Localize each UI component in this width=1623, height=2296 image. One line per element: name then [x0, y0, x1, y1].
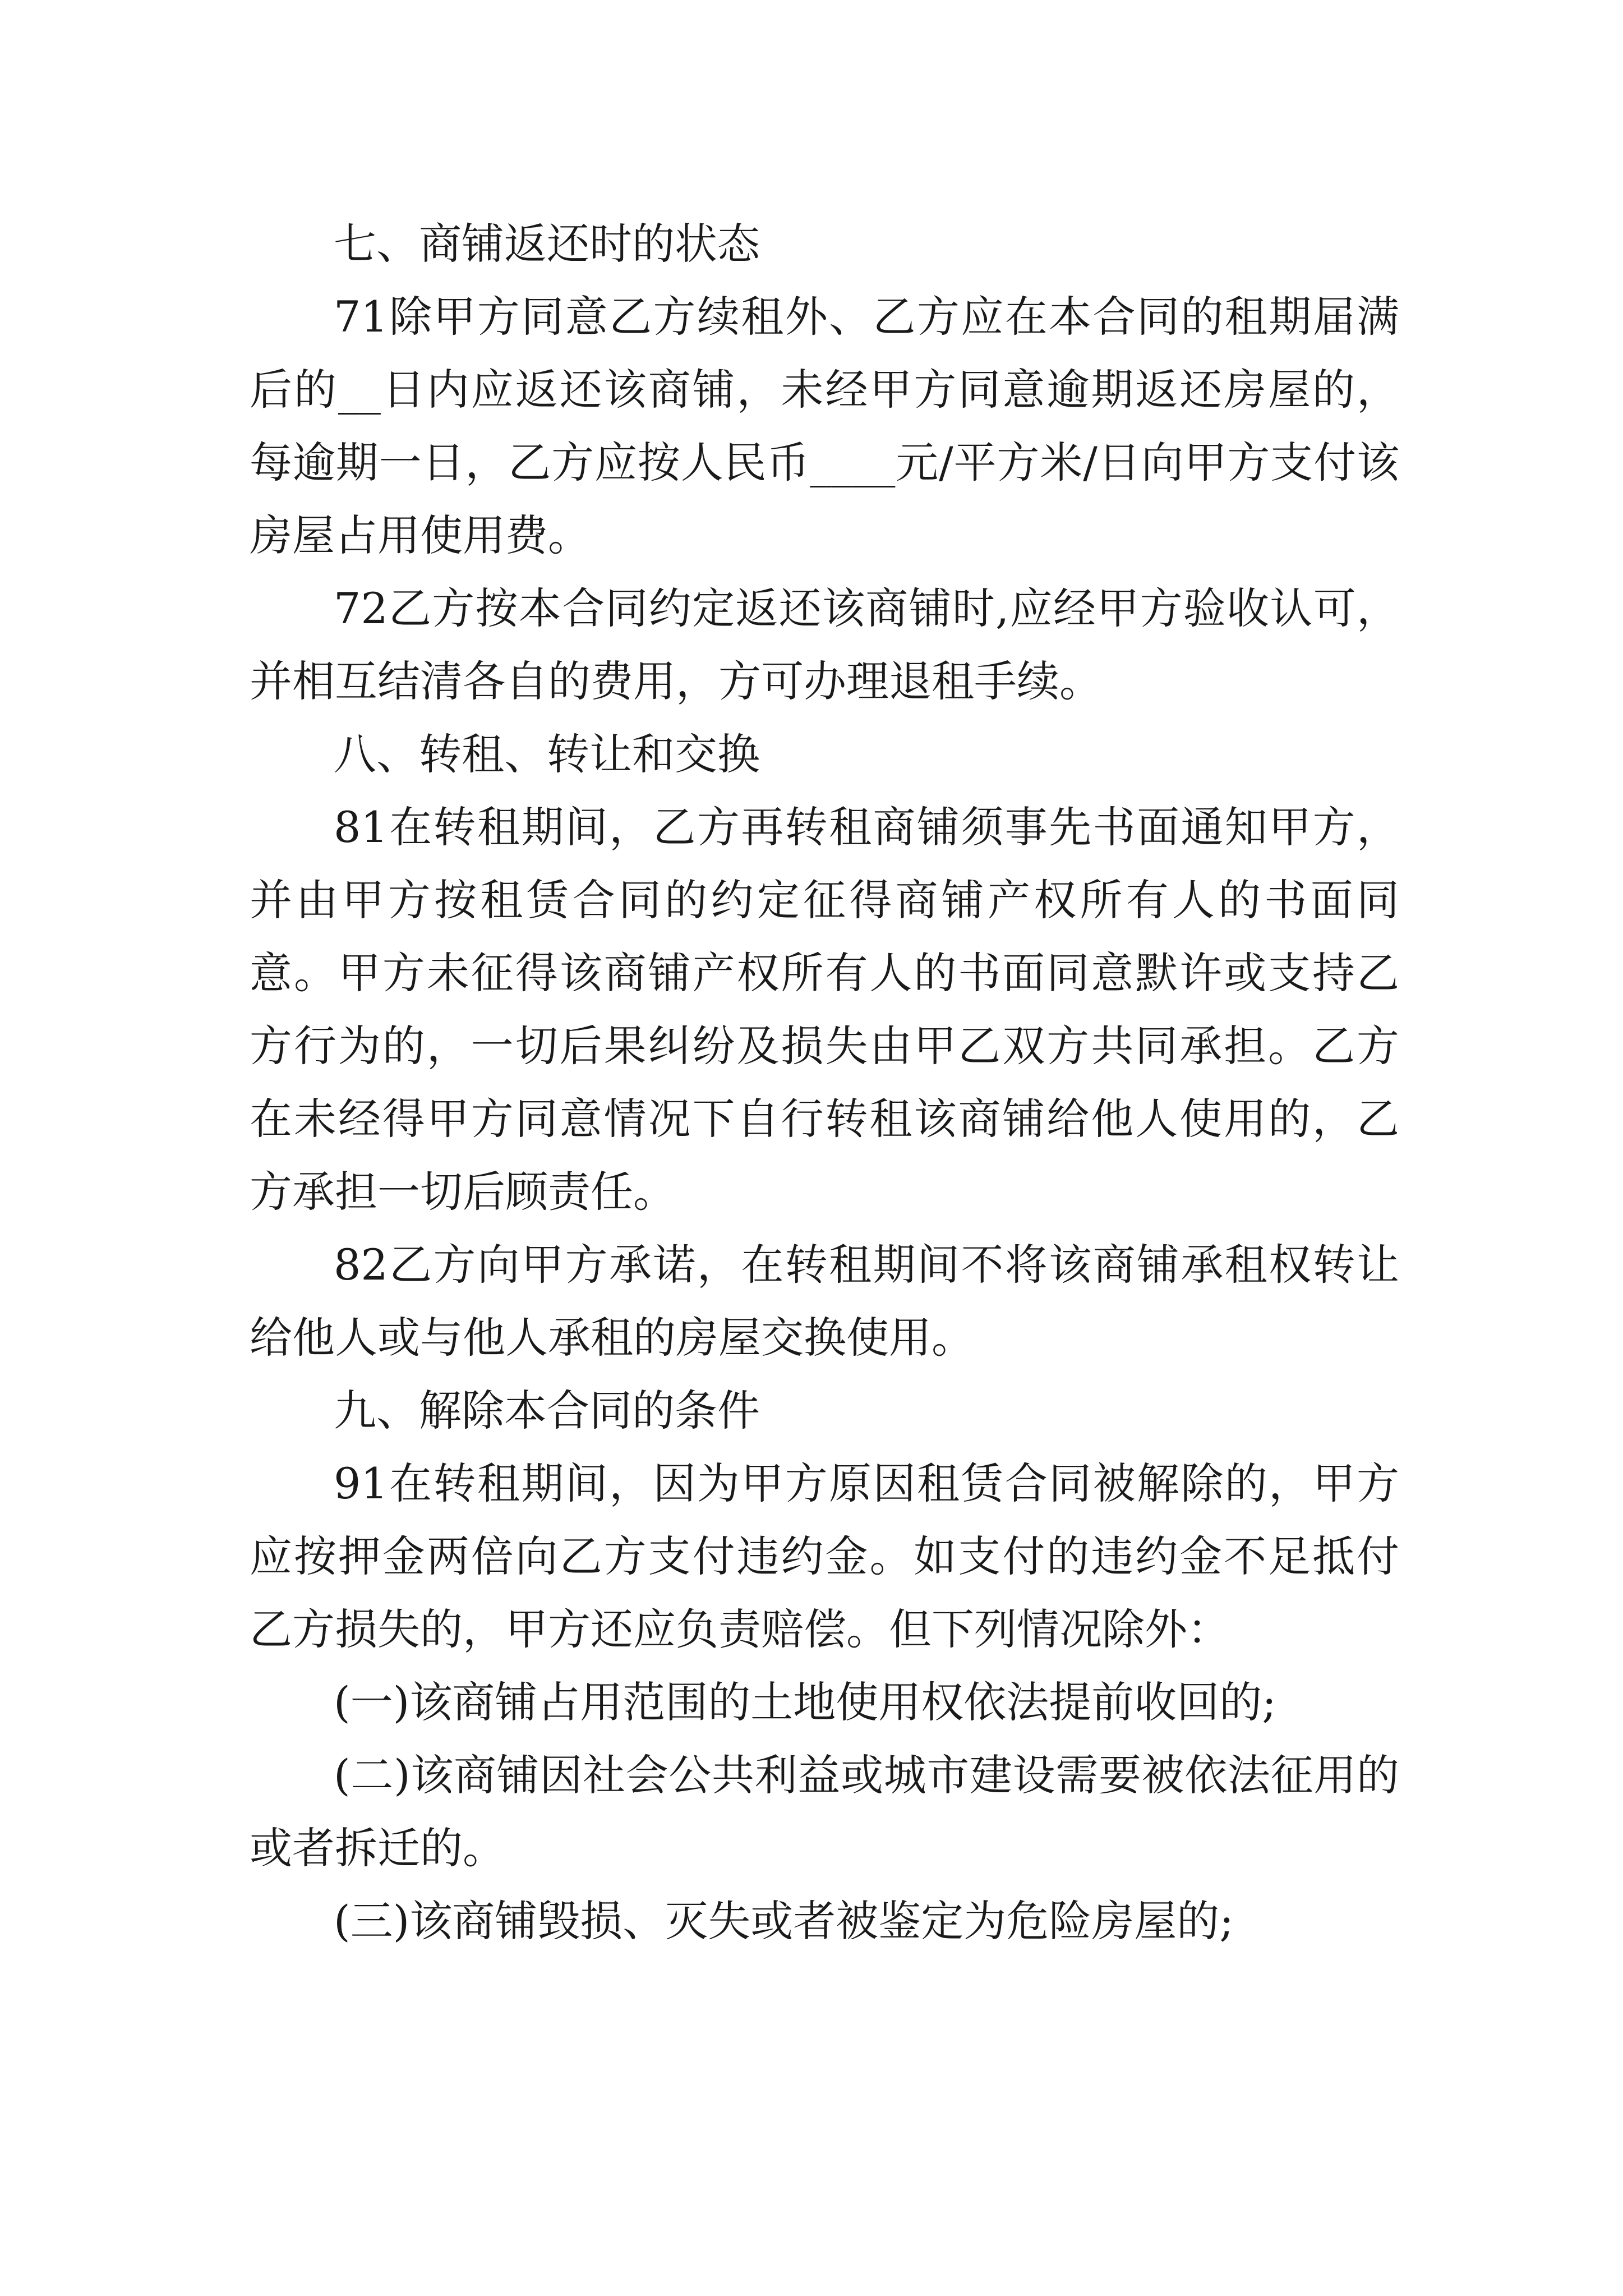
clause-8-2: 82乙方向甲方承诺，在转租期间不将该商铺承租权转让给他人或与他人承租的房屋交换使用。 [250, 1240, 1399, 1363]
clause-7-1: 71除甲方同意乙方续租外、乙方应在本合同的租期届满后的__日内应返还该商铺，未经甲方同意逾期返还房屋的，每逾期一日，乙方应按人民币____元/平方米/日向甲方支付该房屋占用使用费。 [250, 292, 1399, 560]
section-heading-9: 九、解除本合同的条件 [334, 1386, 760, 1435]
clause-8-1: 81在转租期间，乙方再转租商铺须事先书面通知甲方，并由甲方按租赁合同的约定征得商铺产权所有人的书面同意。甲方未征得该商铺产权所有人的书面同意默许或支持乙方行为的，一切后果纠纷及损失由甲乙双方共同承担。乙方在未经得甲方同意情况下自行转租该商铺给他人使用的，乙方承担一切后顾责任。 [250, 802, 1399, 1217]
section-heading-8: 八、转租、转让和交换 [334, 729, 760, 779]
clause-7-2: 72乙方按本合同约定返还该商铺时,应经甲方验收认可，并相互结清各自的费用，方可办理退租手续。 [250, 583, 1399, 706]
exception-item-2: (二)该商铺因社会公共利益或城市建设需要被依法征用的或者拆迁的。 [250, 1750, 1399, 1873]
document-body [250, 208, 1399, 1958]
exception-item-3: (三)该商铺毁损、灭失或者被鉴定为危险房屋的; [334, 1896, 1234, 1946]
clause-9-1: 91在转租期间，因为甲方原因租赁合同被解除的，甲方应按押金两倍向乙方支付违约金。如支付的违约金不足抵付乙方损失的，甲方还应负责赔偿。但下列情况除外： [250, 1458, 1399, 1654]
exception-item-1: (一)该商铺占用范围的土地使用权依法提前收回的; [334, 1677, 1276, 1727]
section-heading-7: 七、商铺返还时的状态 [334, 219, 760, 269]
